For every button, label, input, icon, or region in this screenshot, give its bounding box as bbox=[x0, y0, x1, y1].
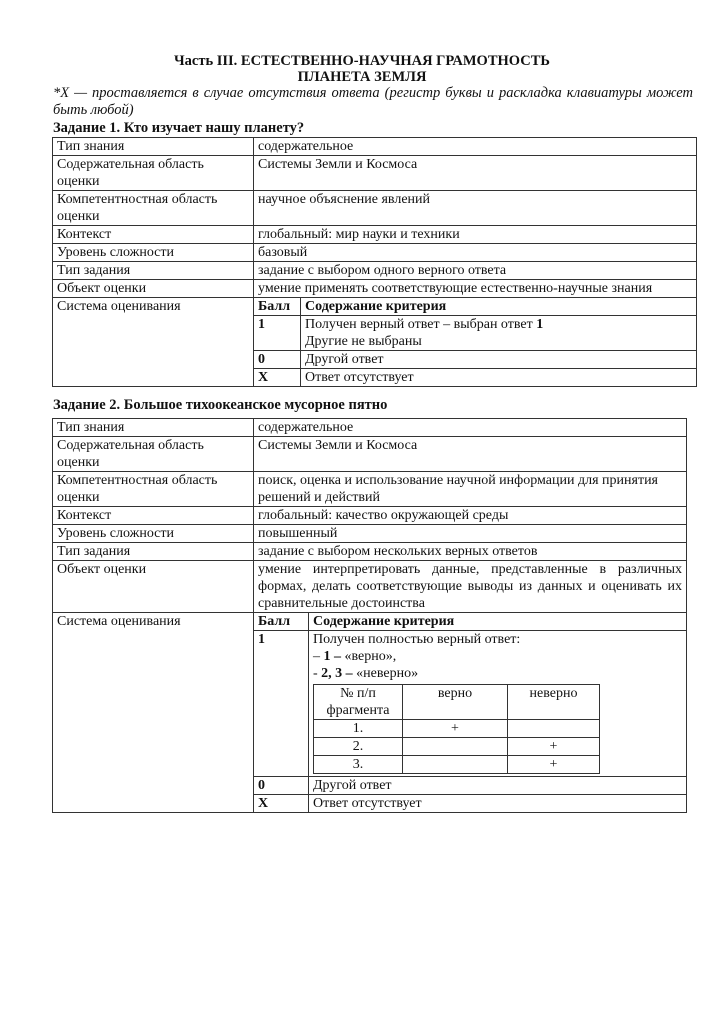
text: «неверно» bbox=[352, 666, 419, 681]
table-row bbox=[53, 226, 697, 244]
row-value: задание с выбором нескольких верных ответов bbox=[254, 543, 687, 561]
scoring-cell bbox=[254, 613, 687, 813]
table-row bbox=[53, 244, 697, 262]
criteria: Другой ответ bbox=[301, 351, 697, 369]
answer-table bbox=[313, 684, 600, 774]
row-label: Тип знания bbox=[53, 138, 254, 156]
criteria-header: Содержание критерия bbox=[301, 298, 697, 316]
row-value: содержательное bbox=[254, 138, 697, 156]
scoring-table bbox=[253, 612, 687, 813]
cell: 2. bbox=[314, 738, 403, 756]
cell bbox=[508, 720, 600, 738]
criteria-text: Другие не выбраны bbox=[305, 334, 422, 349]
row-label: Тип знания bbox=[53, 419, 254, 437]
table-row bbox=[53, 138, 697, 156]
cell: 3. bbox=[314, 756, 403, 774]
row-label: Компетентностная область оценки bbox=[53, 191, 254, 226]
table-row bbox=[53, 437, 687, 472]
row-label: Содержательная область оценки bbox=[53, 437, 254, 472]
row-value: поиск, оценка и использование научной информации для принятия решений и действий bbox=[254, 472, 687, 507]
criteria-line bbox=[313, 648, 682, 665]
score: 1 bbox=[254, 631, 309, 777]
score: X bbox=[254, 369, 301, 387]
cell: + bbox=[508, 756, 600, 774]
row-label: Содержательная область оценки bbox=[53, 156, 254, 191]
answer-row bbox=[314, 738, 600, 756]
cell bbox=[403, 756, 508, 774]
score: X bbox=[254, 795, 309, 813]
row-value: умение применять соответствующие естественно-научные знания bbox=[254, 280, 697, 298]
criteria bbox=[309, 631, 687, 777]
criteria-header: Содержание критерия bbox=[309, 613, 687, 631]
score: 0 bbox=[254, 777, 309, 795]
row-label: Компетентностная область оценки bbox=[53, 472, 254, 507]
row-value: Системы Земли и Космоса bbox=[254, 437, 687, 472]
cell bbox=[403, 738, 508, 756]
row-label: Контекст bbox=[53, 507, 254, 525]
criteria: Ответ отсутствует bbox=[301, 369, 697, 387]
table-row bbox=[53, 543, 687, 561]
table-row bbox=[53, 156, 697, 191]
row-value: повышенный bbox=[254, 525, 687, 543]
row-value: умение интерпретировать данные, представленные в различных формах, делать соответствующие выводы из данных и оценивать их сравнительные достоинства bbox=[254, 561, 687, 613]
task2-heading: Задание 2. Большое тихоокеанское мусорное пятно bbox=[53, 397, 388, 413]
criteria-text: Получен верный ответ – выбран ответ bbox=[305, 317, 537, 332]
row-value: научное объяснение явлений bbox=[254, 191, 697, 226]
table-row bbox=[53, 280, 697, 298]
table-row bbox=[53, 298, 697, 387]
text-bold: 2, 3 – bbox=[321, 666, 353, 681]
criteria-bold: 1 bbox=[536, 317, 544, 332]
answer-row bbox=[314, 720, 600, 738]
row-label: Тип задания bbox=[53, 262, 254, 280]
table-row bbox=[53, 472, 687, 507]
answer-header: верно bbox=[403, 685, 508, 720]
text-bold: 1 – bbox=[323, 649, 341, 664]
row-label: Система оценивания bbox=[53, 613, 254, 813]
row-label: Система оценивания bbox=[53, 298, 254, 387]
page-title: Часть III. ЕСТЕСТВЕННО-НАУЧНАЯ ГРАМОТНОСТЬ bbox=[174, 53, 550, 69]
text: «верно», bbox=[341, 649, 397, 664]
cell: + bbox=[508, 738, 600, 756]
row-value: глобальный: качество окружающей среды bbox=[254, 507, 687, 525]
scoring-cell bbox=[254, 298, 697, 387]
table-row bbox=[53, 262, 697, 280]
criteria-line bbox=[313, 665, 682, 682]
table-row bbox=[53, 419, 687, 437]
row-label: Тип задания bbox=[53, 543, 254, 561]
row-value: базовый bbox=[254, 244, 697, 262]
table-row bbox=[53, 525, 687, 543]
task1-heading: Задание 1. Кто изучает нашу планету? bbox=[53, 120, 305, 136]
row-label: Контекст bbox=[53, 226, 254, 244]
score-header: Балл bbox=[254, 613, 309, 631]
criteria bbox=[301, 316, 697, 351]
answer-header: № п/п фрагмента bbox=[314, 685, 403, 720]
row-value: Системы Земли и Космоса bbox=[254, 156, 697, 191]
text: - bbox=[313, 666, 322, 681]
row-value: содержательное bbox=[254, 419, 687, 437]
table-row bbox=[53, 507, 687, 525]
criteria-intro: Получен полностью верный ответ: bbox=[313, 632, 521, 647]
text: – bbox=[313, 649, 324, 664]
row-value: задание с выбором одного верного ответа bbox=[254, 262, 697, 280]
score: 0 bbox=[254, 351, 301, 369]
page-subtitle: ПЛАНЕТА ЗЕМЛЯ bbox=[297, 69, 427, 85]
cell: 1. bbox=[314, 720, 403, 738]
scoring-table bbox=[253, 297, 697, 387]
row-value: глобальный: мир науки и техники bbox=[254, 226, 697, 244]
cell: + bbox=[403, 720, 508, 738]
criteria: Другой ответ bbox=[309, 777, 687, 795]
score: 1 bbox=[254, 316, 301, 351]
row-label: Уровень сложности bbox=[53, 244, 254, 262]
score-header: Балл bbox=[254, 298, 301, 316]
criteria: Ответ отсутствует bbox=[309, 795, 687, 813]
task1-table bbox=[52, 137, 697, 387]
row-label: Объект оценки bbox=[53, 280, 254, 298]
answer-header: неверно bbox=[508, 685, 600, 720]
table-row bbox=[53, 613, 687, 813]
row-label: Объект оценки bbox=[53, 561, 254, 613]
answer-row bbox=[314, 756, 600, 774]
row-label: Уровень сложности bbox=[53, 525, 254, 543]
task2-table bbox=[52, 418, 687, 813]
note: *X — проставляется в случае отсутствия ответа (регистр буквы и раскладка клавиатуры может быть любой) bbox=[53, 85, 693, 118]
table-row bbox=[53, 191, 697, 226]
table-row bbox=[53, 561, 687, 613]
